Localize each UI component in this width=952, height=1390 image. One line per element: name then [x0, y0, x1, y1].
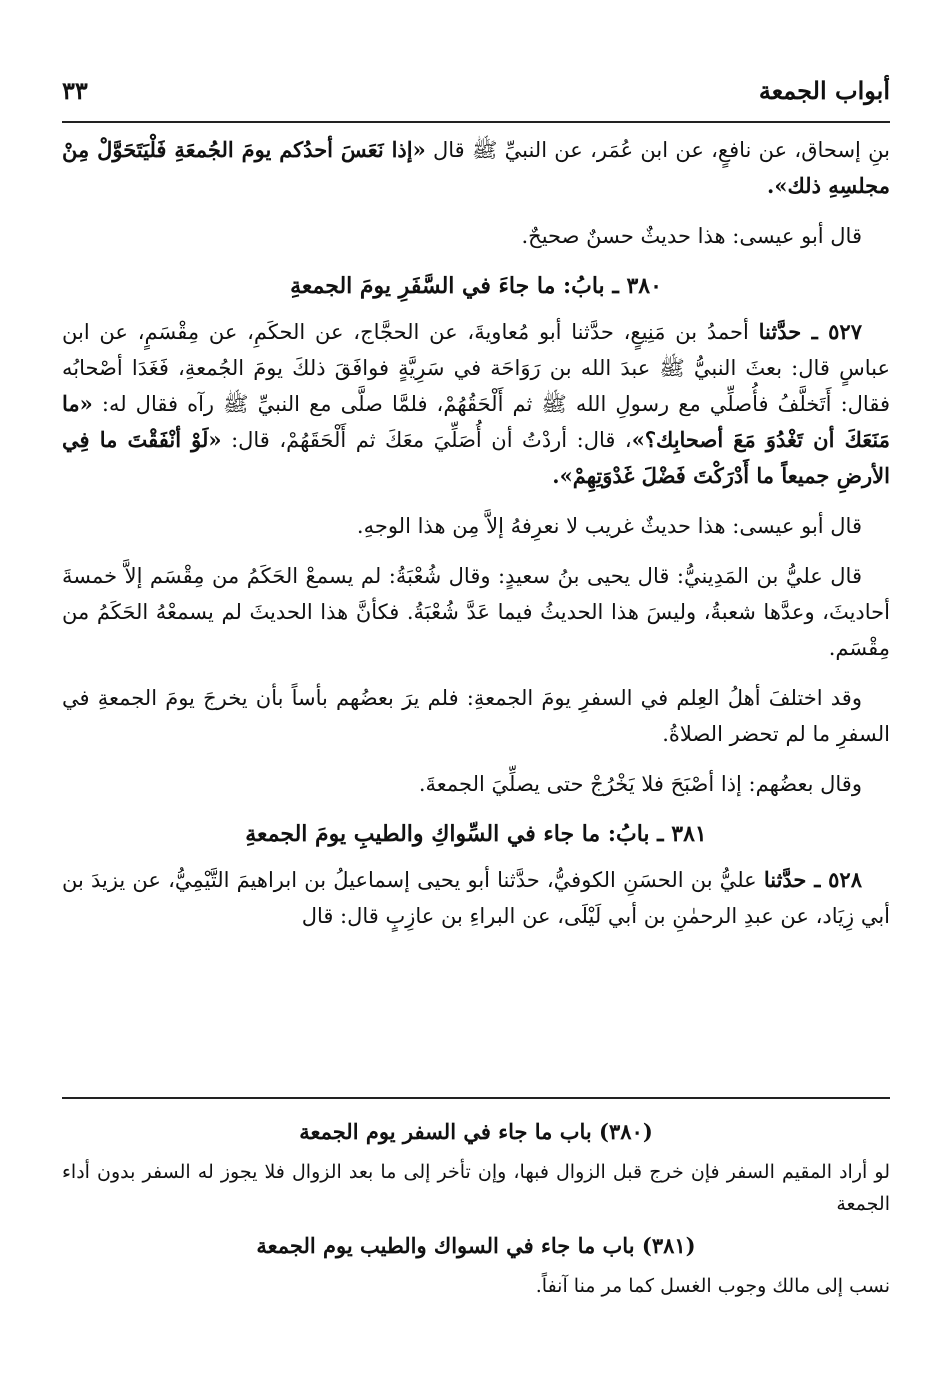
footnotes [62, 1112, 890, 1312]
commentary-paragraph: قال عليُّ بن المَدِينيُّ: قال يحيى بنُ سعيدٍ: وقال شُعْبَةُ: لم يسمعْ الحَكَمُ من مِقْسَم إلاَّ خمسةَ أحاديثَ، وعدَّها شعبةُ، وليسَ هذا الحديثُ فيما عَدَّ شُعْبَةُ. فكأنَّ هذا الحديثَ لم يسمعْهُ الحَكَمُ من مِقْسَم. [62, 564, 890, 660]
footnote-text-381: نسب إلى مالك وجوب الغسل كما مر منا آنفاً. [535, 1275, 890, 1297]
hadith-paragraph-528 [62, 862, 890, 934]
grading-paragraph: قال أبو عيسى: هذا حديثٌ حسنٌ صحيحٌ. [521, 224, 862, 248]
hadith-quote: «لَوْ أنْفَقْتَ ما فِي الأرضِ جميعاً ما أَدْرَكْتَ فَضْلَ غَدْوَتِهِمْ». [62, 427, 890, 488]
text-span: عليُّ بن الحسَنِ الكوفيُّ، حدَّثنا أبو يحيى إسماعيلُ بن ابراهيمَ التَّيْمِيُّ، عن يزيدَ بن أبي زِيَاد، عن عبدِ الرحمٰنِ بن أبي لَيْلَى، عن البراءِ بن عازِبٍ قال: قال [62, 868, 890, 928]
chapter-heading-381: ٣٨١ ـ بابُ: ما جاء في السِّواكِ والطيبِ يومَ الجمعةِ [245, 821, 707, 847]
hadith-paragraph [62, 132, 890, 204]
footnote-heading-380: (٣٨٠) باب ما جاء في السفر يوم الجمعة [299, 1119, 653, 1144]
chapter-heading-380: ٣٨٠ ـ بابُ: ما جاءَ في السَّفَرِ يومَ الجمعةِ [290, 273, 662, 299]
hadith-number: ٥٢٧ ـ حدَّثنا [758, 319, 862, 344]
hadith-number: ٥٢٨ ـ حدَّثنا [763, 867, 862, 892]
footnote-text-380: لو أراد المقيم السفر فإن خرج قبل الزوال فبها، وإن تأخر إلى ما بعد الزوال فلا يجوز له السفر بدون أداء الجمعة [62, 1161, 890, 1215]
running-header [62, 70, 890, 110]
hadith-quote: «ما مَنَعَكَ أن تَغْدُوَ مَعَ أصحابِك؟» [62, 391, 890, 452]
running-title: أبواب الجمعة [758, 75, 890, 105]
text-span: بنِ إسحاق، عن نافعٍ، عن ابن عُمَر، عن النبيِّ ﷺ قال [433, 138, 890, 162]
commentary-paragraph: وقال بعضُهم: إذا أصْبَحَ فلا يَخْرُجْ حتى يصلِّيَ الجمعةَ. [418, 772, 862, 796]
page-number: ٣٣ [62, 75, 88, 105]
text-span: ، قال: أردْتُ أن أُصَلِّيَ معَكَ ثم أَلْحَقَهُمْ، قال: [231, 428, 632, 452]
commentary-paragraph: وقد اختلفَ أهلُ العِلم في السفرِ يومَ الجمعةِ: فلم يرَ بعضُهم بأساً بأن يخرجَ يومَ الجمعةِ في السفرِ ما لم تحضر الصلاةُ. [62, 686, 890, 746]
grading-paragraph: قال أبو عيسى: هذا حديثٌ غريب لا نعرِفهُ إلاَّ مِن هذا الوجهِ. [356, 514, 862, 538]
hadith-paragraph-527 [62, 314, 890, 494]
footnote-rule [62, 1097, 890, 1099]
text-span: أحمدُ بن مَنِيعٍ، حدَّثنا أبو مُعاويةَ، عن الحجَّاج، عن الحكَمِ، عن مِقْسَمٍ، عن ابن عباسٍ قال: بعثَ النبيُّ ﷺ عبدَ الله بن رَوَاحَة في سَرِيَّةٍ فوافَقَ ذلكَ يومَ الجُمعةِ، فَغَدَا أصْحابُه فقال: أَتَخلَّفُ فأُصلِّي مع رسولِ الله ﷺ ثم أَلْحَقُهُمْ، فلمَّا صلَّى مع النبيِّ ﷺ رآه فقال له: [62, 320, 890, 416]
header-rule [62, 121, 890, 123]
footnote-heading-381: (٣٨١) باب ما جاء في السواك والطيب يوم الجمعة [256, 1233, 696, 1258]
main-text [62, 132, 890, 948]
hadith-quote: «إذا نَعَسَ أحدُكم يومَ الجُمعَةِ فَلْيَتَحَوَّلْ مِنْ مجلسِهِ ذلك». [62, 137, 890, 198]
